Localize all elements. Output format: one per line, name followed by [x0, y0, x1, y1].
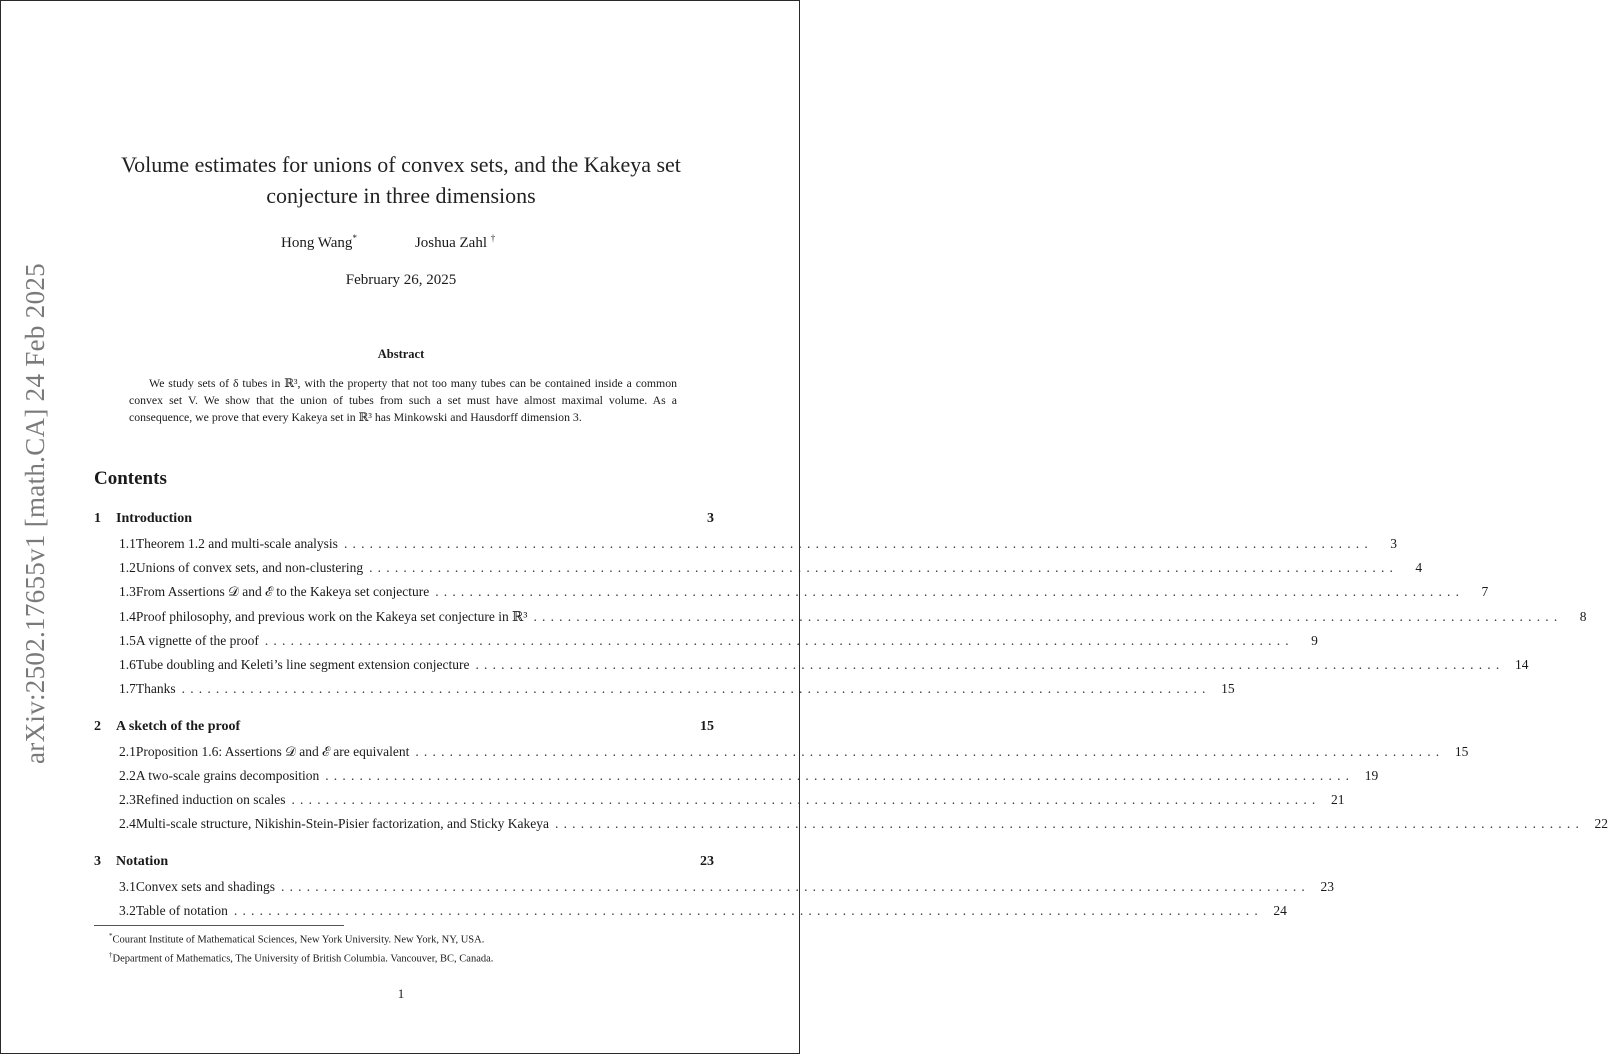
- author-name: Hong Wang: [281, 235, 353, 251]
- footnote-mark: †: [109, 950, 113, 959]
- toc-leader-dots: ........................................................................................................................: [264, 633, 1294, 648]
- toc-leader-dots: ........................................................................................................................: [343, 536, 1373, 551]
- toc-page-number: 23: [1320, 879, 1334, 894]
- toc-page-number: 14: [1514, 657, 1529, 672]
- abstract-text: We study sets of δ tubes in ℝ³, with the property that not too many tubes can be contained inside a common convex set V. We show that the union of tubes from such a set must have almost maximal volume. As a consequence, we prove that every Kakeya set in ℝ³ has Minkowski and Hausdorff dimension 3.: [129, 376, 677, 424]
- abstract-heading: Abstract: [377, 347, 425, 361]
- toc-title: Notation: [116, 854, 169, 869]
- toc-leader-dots: ........................................................................................................................: [181, 681, 1211, 696]
- toc-leader-dots: ........................................................................................................................: [475, 657, 1505, 672]
- toc-leader-dots: ........................................................................................................................: [325, 768, 1355, 783]
- toc-number: 1.7: [119, 681, 136, 696]
- toc-subsection[interactable]: [94, 609, 1587, 625]
- toc-subsection[interactable]: [94, 584, 1489, 600]
- toc-title: Table of notation: [135, 903, 228, 918]
- toc-leader-dots: ........................................................................................................................: [555, 816, 1585, 831]
- footnote: [109, 929, 493, 948]
- toc-leader-dots: ........................................................................................................................: [281, 879, 1310, 894]
- toc-subsection[interactable]: [94, 633, 1318, 649]
- toc-section[interactable]: [94, 511, 714, 527]
- toc-title: A vignette of the proof: [135, 633, 259, 648]
- arxiv-stamp: [19, 263, 51, 764]
- toc-number: 1.4: [119, 609, 136, 624]
- footnote-text: Department of Mathematics, The University of British Columbia. Vancouver, BC, Canada.: [112, 953, 494, 964]
- footnote-text: Courant Institute of Mathematical Sciences, New York University. New York, NY, USA.: [112, 934, 485, 946]
- toc-subsection[interactable]: [94, 879, 1334, 895]
- paper-title: Volume estimates for unions of convex sets, and the Kakeya set conjecture in three dimensions: [121, 152, 681, 208]
- toc-number: 3: [94, 854, 101, 869]
- toc-number: 2.4: [119, 816, 136, 831]
- page-number: 1: [397, 986, 405, 1001]
- paper-date: February 26, 2025: [345, 272, 457, 288]
- toc-subsection[interactable]: [94, 536, 1397, 552]
- toc-page-number: 21: [1330, 792, 1345, 807]
- toc-section[interactable]: [94, 719, 714, 735]
- toc-subsection[interactable]: [94, 816, 1608, 832]
- toc-subsection[interactable]: [94, 792, 1345, 808]
- footnotes: [109, 929, 493, 966]
- toc-page-number: 19: [1364, 768, 1379, 783]
- toc-title: Unions of convex sets, and non-clustering: [135, 560, 364, 575]
- toc-page-number: 7: [1481, 584, 1489, 599]
- toc-title: A two-scale grains decomposition: [135, 768, 320, 783]
- toc-subsection[interactable]: [94, 768, 1379, 784]
- footnote: [109, 948, 493, 967]
- toc-number: 1.2: [119, 560, 136, 575]
- footnote-mark: *: [109, 932, 113, 940]
- toc-title: Tube doubling and Keleti’s line segment extension conjecture: [135, 657, 470, 672]
- author: [415, 233, 495, 252]
- toc-leader-dots: ........................................................................................................................: [415, 744, 1445, 759]
- toc-subsection[interactable]: [94, 903, 1287, 919]
- toc-subsection[interactable]: [94, 657, 1529, 673]
- toc-title: Introduction: [116, 511, 192, 526]
- toc-number: 3.2: [119, 903, 136, 918]
- toc-page-number: 15: [1221, 681, 1235, 696]
- toc-leader-dots: ........................................................................................................................: [369, 560, 1399, 575]
- toc-leader-dots: ........................................................................................................................: [291, 792, 1321, 807]
- toc-number: 3.1: [119, 879, 136, 894]
- toc-subsection[interactable]: [94, 681, 1235, 697]
- contents-heading: Contents: [94, 468, 167, 489]
- toc-page-number: 15: [700, 719, 714, 734]
- toc-leader-dots: ........................................................................................................................: [435, 584, 1465, 599]
- author-footnote-mark: †: [490, 233, 496, 243]
- toc-number: 2: [94, 719, 101, 734]
- toc-title: A sketch of the proof: [116, 719, 241, 734]
- toc-leader-dots: ........................................................................................................................: [533, 609, 1563, 624]
- toc-leader-dots: ........................................................................................................................: [233, 903, 1263, 918]
- toc-number: 1.1: [119, 536, 136, 551]
- toc-subsection[interactable]: [94, 744, 1469, 760]
- toc-title: Multi-scale structure, Nikishin-Stein-Pisier factorization, and Sticky Kakeya: [135, 816, 550, 831]
- toc-page-number: 23: [700, 854, 714, 869]
- toc-number: 1.5: [119, 633, 136, 648]
- toc-title: From Assertions 𝒟 and ℰ to the Kakeya set conjecture: [135, 584, 430, 599]
- toc-page-number: 9: [1311, 633, 1318, 648]
- toc-number: 2.3: [119, 792, 136, 807]
- arxiv-id: arXiv:2502.17655v1 [math.CA] 24 Feb 2025: [19, 263, 50, 764]
- toc-title: Thanks: [135, 681, 176, 696]
- author-list: [281, 233, 495, 252]
- toc-number: 2.2: [119, 768, 136, 783]
- toc-title: Theorem 1.2 and multi-scale analysis: [135, 536, 338, 551]
- toc-title: Convex sets and shadings: [135, 879, 275, 894]
- toc-number: 1: [94, 511, 101, 526]
- toc-page-number: 22: [1594, 816, 1608, 831]
- toc-page-number: 15: [1454, 744, 1469, 759]
- toc-subsection[interactable]: [94, 560, 1423, 576]
- toc-page-number: 24: [1273, 903, 1287, 918]
- toc-page-number: 4: [1415, 560, 1423, 575]
- author: [281, 233, 357, 252]
- toc-page-number: 3: [707, 511, 714, 526]
- toc-number: 1.6: [119, 657, 136, 672]
- toc-page-number: 3: [1390, 536, 1397, 551]
- footnote-rule: [94, 925, 344, 926]
- toc-number: 2.1: [119, 744, 136, 759]
- toc-title: Proof philosophy, and previous work on the Kakeya set conjecture in ℝ³: [135, 609, 528, 624]
- author-name: Joshua Zahl: [414, 235, 488, 251]
- author-footnote-mark: *: [352, 233, 357, 243]
- toc-title: Proposition 1.6: Assertions 𝒟 and ℰ are equivalent: [135, 744, 410, 759]
- toc-page-number: 8: [1579, 609, 1587, 624]
- toc-title: Refined induction on scales: [135, 792, 286, 807]
- toc-number: 1.3: [119, 584, 136, 599]
- toc-section[interactable]: [94, 854, 714, 870]
